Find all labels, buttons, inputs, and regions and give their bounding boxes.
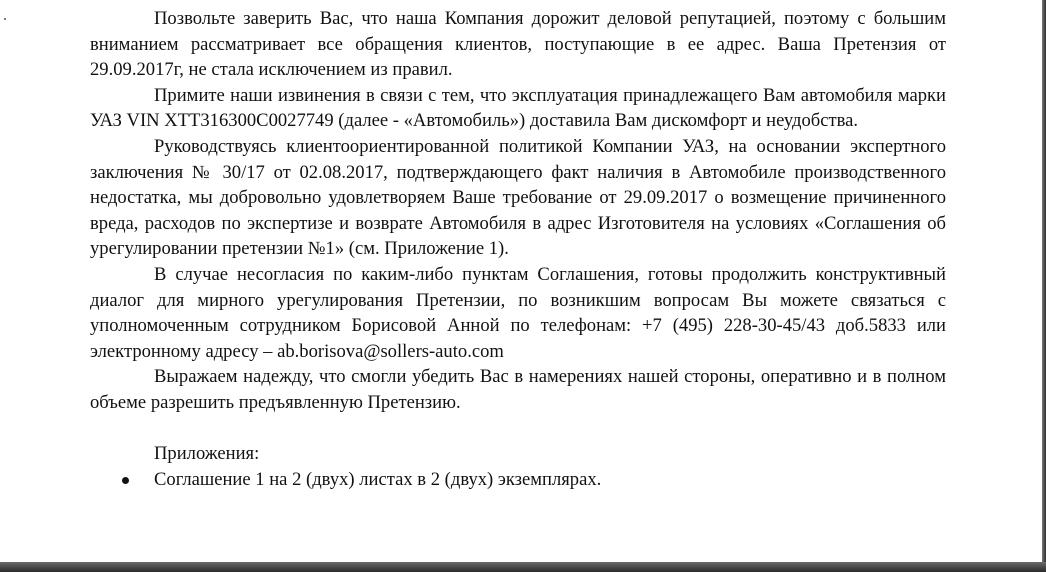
bullet-icon	[122, 477, 129, 484]
annex-heading: Приложения:	[154, 443, 260, 465]
page-edge-shadow-bottom	[0, 562, 1046, 572]
paragraph-decision: Руководствуясь клиентоориентированной политикой Компании УАЗ, на основании экспертного заключения № 30/17 от 02.08.2017, подтверждающего факт наличия в Автомобиле производственного недостатка, мы добровольно удовлетворяем Ваше требование от 29.09.2017 о возмещение причиненного вреда, расходов по экспертизе и возврате Автомобиля в адрес Изготовителя на условиях «Соглашения об урегулировании претензии №1» (см. Приложение 1).	[90, 135, 946, 260]
scan-speck	[4, 18, 6, 20]
annex-item	[90, 467, 946, 493]
paragraph-closing: Выражаем надежду, что смогли убедить Вас в намерениях нашей стороны, оперативно и в полном объеме разрешить предъявленную Претензию.	[90, 366, 946, 413]
paragraph-reputation: Позвольте заверить Вас, что наша Компания дорожит деловой репутацией, поэтому с большим вниманием рассматривает все обращения клиентов, поступающие в ее адрес. Ваша Претензия от 29.09.2017г, не стала исключением из правил.	[90, 8, 946, 81]
annex-list	[90, 467, 946, 493]
page-edge-shadow-right	[1042, 0, 1046, 572]
paragraph-contact: В случае несогласия по каким-либо пунктам Соглашения, готовы продолжить конструктивный диалог для мирного урегулирования Претензии, по возникшим вопросам Вы можете связаться с уполномоченным сотрудником Борисовой Анной по телефонам: +7 (495) 228-30-45/43 доб.5833 или электронному адресу – ab.borisova@sollers-auto.com	[90, 263, 946, 362]
paragraph-apology: Примите наши извинения в связи с тем, что эксплуатация принадлежащего Вам автомобиля марки УАЗ VIN XTT316300C0027749 (далее - «Автомобиль») доставила Вам дискомфорт и неудобства.	[90, 84, 946, 132]
annex-item-text: Соглашение 1 на 2 (двух) листах в 2 (двух) экземплярах.	[154, 468, 602, 490]
letter-body	[90, 6, 946, 492]
